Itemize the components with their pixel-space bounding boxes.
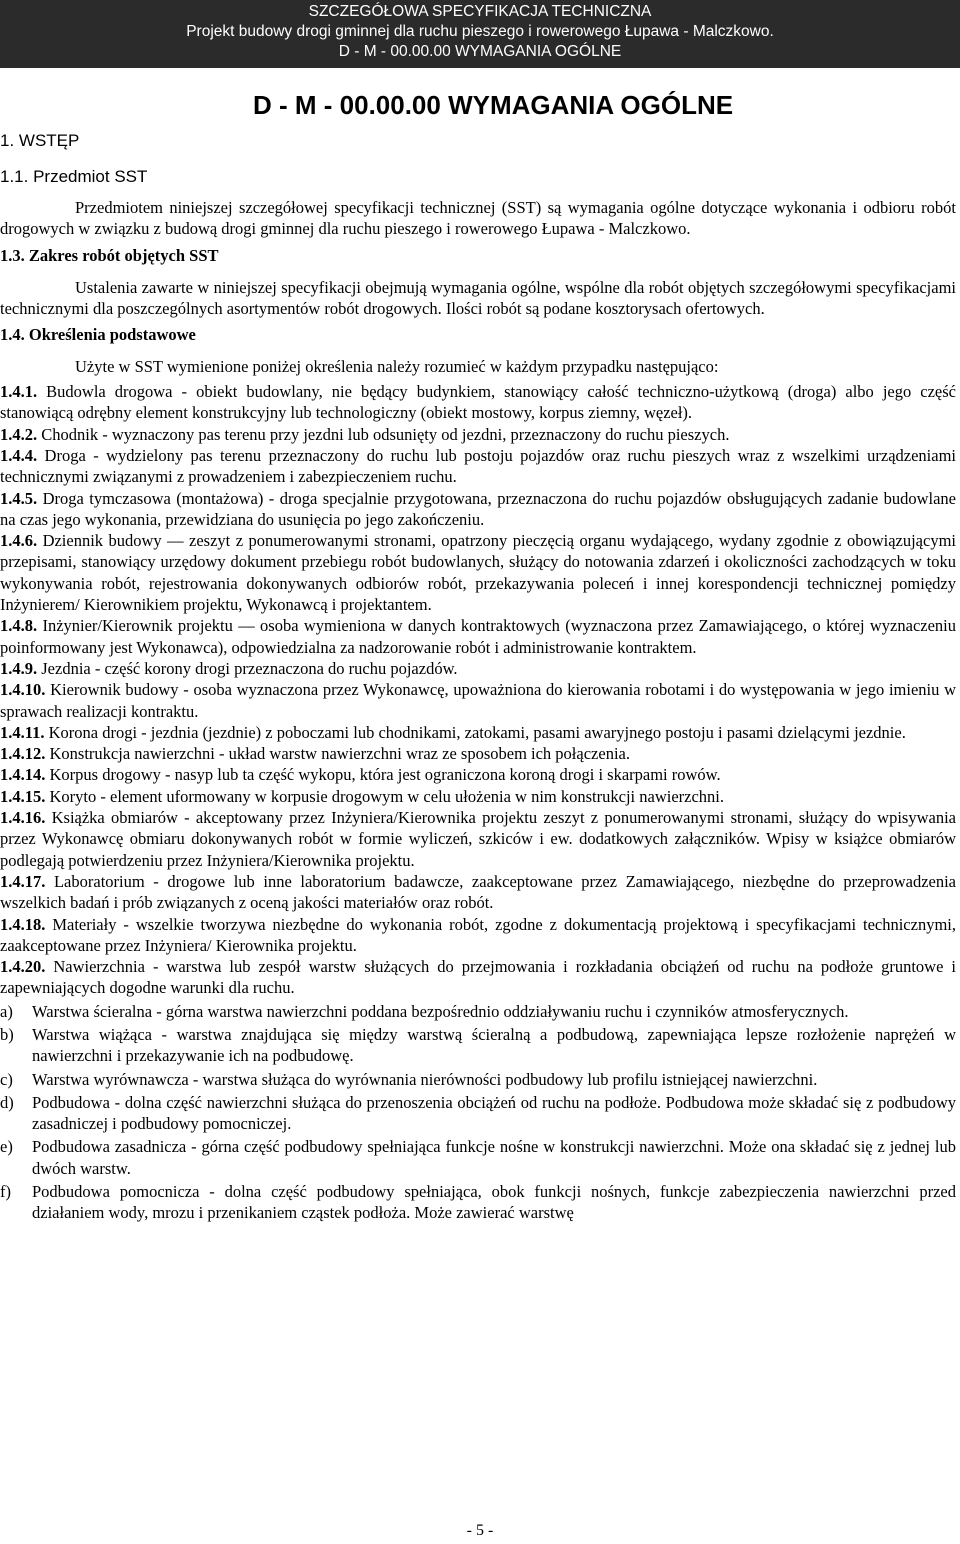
layers-list <box>0 1001 956 1224</box>
definition-item <box>0 956 956 999</box>
definition-text: Korona drogi - jezdnia (jezdnie) z poboczami lub chodnikami, zatokami, pasami awaryjnego postoju i pasami dzielącymi jezdnie. <box>44 722 906 742</box>
definition-text: Droga tymczasowa (montażowa) - droga specjalnie przygotowana, przeznaczona do ruchu pojazdów obsługujących zadanie budowlane na czas jego wykonania, przewidziana do usunięcia po jego zakończeniu. <box>0 488 956 529</box>
definition-item <box>0 871 956 914</box>
definition-number: 1.4.12. <box>0 744 46 764</box>
definition-text: Nawierzchnia - warstwa lub zespół warstw służących do przejmowania i rozkładania obciążeń od ruchu na podłoże gruntowe i zapewniających dogodne warunki dla ruchu. <box>0 957 956 998</box>
definition-text: Dziennik budowy — zeszyt z ponumerowanymi stronami, opatrzony pieczęcią organu wydającego, wydany zgodnie z obowiązującymi przepisami, stanowiący urzędowy dokument przebiegu robót budowlanych, służący do notowania zdarzeń i okoliczności zachodzących w toku wykonywania robót, rejestrowania dokonywanych odbiorów robót, przekazywania poleceń i innej korespondencji technicznej pomiędzy Inżynierem/ Kierownikiem projektu, Wykonawcą i projektantem. <box>0 531 956 615</box>
definition-number: 1.4.8. <box>0 616 38 636</box>
list-item-label: c) <box>0 1069 13 1089</box>
list-item-text: Podbudowa - dolna część nawierzchni służąca do przenoszenia obciążeń od ruchu na podłoże. Podbudowa może składać się z podbudowy zasadniczej i podbudowy pomocniczej. <box>32 1092 956 1134</box>
section-1-4-text: Użyte w SST wymienione poniżej określenia należy rozumieć w każdym przypadku następująco: <box>75 356 719 376</box>
definition-text: Droga - wydzielony pas terenu przeznaczony do ruchu lub postoju pojazdów oraz ruchu pieszych wraz z wszelkimi urządzeniami technicznymi związanymi z prowadzeniem i zabezpieczeniem ruchu. <box>0 445 956 487</box>
definition-item <box>0 914 956 957</box>
list-item <box>0 1001 956 1022</box>
list-item <box>0 1092 956 1135</box>
section-1-3-text: Ustalenia zawarte w niniejszej specyfikacji obejmują wymagania ogólne, wspólne dla robót objętych szczegółowymi specyfikacjami technicznymi dla poszczególnych asortymentów robót drogowych. Ilości robót są podane kosztorysach ofertowych. <box>0 277 956 319</box>
definition-item <box>0 786 956 807</box>
list-item-text: Podbudowa pomocnicza - dolna część podbudowy spełniająca, obok funkcji nośnych, funkcje zabezpieczenia nawierzchni przed działaniem wody, mrozu i przenikaniem cząstek podłoża. Może zawierać warstwę <box>32 1182 956 1223</box>
list-item-label: e) <box>0 1137 13 1157</box>
definition-item <box>0 807 956 871</box>
document-body <box>0 130 956 1224</box>
list-item-text: Warstwa wyrównawcza - warstwa służąca do wyrównania nierówności podbudowy lub profilu istniejącej nawierzchni. <box>32 1069 818 1089</box>
section-1-heading: 1. WSTĘP <box>0 131 80 150</box>
section-1-3-heading: 1.3. Zakres robót objętych SST <box>0 245 219 265</box>
page-header <box>0 0 960 68</box>
header-line-2: Projekt budowy drogi gminnej dla ruchu pieszego i rowerowego Łupawa - Malczkowo. <box>186 23 774 40</box>
definition-item <box>0 743 956 764</box>
list-item-label: f) <box>0 1182 11 1202</box>
definition-number: 1.4.9. <box>0 658 38 678</box>
definition-item <box>0 615 956 658</box>
definition-number: 1.4.20. <box>0 957 46 977</box>
definition-item <box>0 764 956 785</box>
definition-text: Materiały - wszelkie tworzywa niezbędne do wykonania robót, zgodne z dokumentacją projektową i specyfikacjami technicznymi, zaakceptowane przez Inżyniera/ Kierownika projektu. <box>0 914 956 955</box>
definition-text: Konstrukcja nawierzchni - układ warstw nawierzchni wraz ze sposobem ich połączenia. <box>45 744 630 764</box>
section-1-4-heading: 1.4. Określenia podstawowe <box>0 325 196 345</box>
definition-text: Jezdnia - część korony drogi przeznaczona do ruchu pojazdów. <box>37 658 458 678</box>
definition-text: Budowla drogowa - obiekt budowlany, nie będący budynkiem, stanowiący całość techniczno-użytkową (droga) albo jego część stanowiącą odrębny element konstrukcyjny lub technologiczny (obiekt mostowy, korpus ziemny, węzeł). <box>0 382 956 423</box>
definition-number: 1.4.5. <box>0 488 38 508</box>
list-item <box>0 1024 956 1067</box>
list-item-label: b) <box>0 1024 14 1044</box>
definitions-list <box>0 381 956 999</box>
list-item <box>0 1136 956 1179</box>
page-number: - 5 - <box>466 1522 494 1539</box>
definition-number: 1.4.16. <box>0 808 46 828</box>
header-line-3: D - M - 00.00.00 WYMAGANIA OGÓLNE <box>338 43 622 60</box>
list-item-text: Warstwa ścieralna - górna warstwa nawierzchni poddana bezpośrednio oddziaływaniu ruchu i czynników atmosferycznych. <box>32 1001 849 1021</box>
list-item-label: a) <box>0 1001 13 1021</box>
definition-item <box>0 445 956 488</box>
list-item-text: Podbudowa zasadnicza - górna część podbudowy spełniająca funkcje nośne w konstrukcji nawierzchni. Może ona składać się z jednej lub dwóch warstw. <box>32 1137 956 1178</box>
definition-item <box>0 424 956 445</box>
section-1-1-heading: 1.1. Przedmiot SST <box>0 167 148 186</box>
list-item <box>0 1181 956 1224</box>
definition-number: 1.4.14. <box>0 765 46 785</box>
list-item-label: d) <box>0 1092 14 1112</box>
definition-item <box>0 530 956 615</box>
definition-number: 1.4.2. <box>0 424 38 444</box>
definition-number: 1.4.4. <box>0 445 38 465</box>
definition-number: 1.4.10. <box>0 680 46 700</box>
definition-number: 1.4.6. <box>0 531 38 551</box>
definition-text: Korpus drogowy - nasyp lub ta część wykopu, która jest ograniczona koroną drogi i skarpami rowów. <box>45 765 721 785</box>
definition-number: 1.4.17. <box>0 871 46 891</box>
list-item-text: Warstwa wiążąca - warstwa znajdująca się między warstwą ścieralną a podbudową, zapewniająca lepsze rozłożenie naprężeń w nawierzchni i przekazywanie ich na podbudowę. <box>32 1024 956 1066</box>
definition-item <box>0 381 956 424</box>
definition-number: 1.4.18. <box>0 914 46 934</box>
list-item <box>0 1069 956 1090</box>
definition-number: 1.4.1. <box>0 382 38 402</box>
definition-text: Inżynier/Kierownik projektu — osoba wymieniona w danych kontraktowych (wyznaczona przez Zamawiającego, o której wyznaczeniu poinformowany jest Wykonawca), odpowiedzialna za nadzorowanie robót i administrowanie kontraktem. <box>0 616 956 657</box>
definition-item <box>0 658 956 679</box>
document-title: D - M - 00.00.00 WYMAGANIA OGÓLNE <box>253 90 734 120</box>
definition-item <box>0 679 956 722</box>
definition-text: Kierownik budowy - osoba wyznaczona przez Wykonawcę, upoważniona do kierowania robotami i do występowania w jego imieniu w sprawach realizacji kontraktu. <box>0 680 956 721</box>
definition-number: 1.4.15. <box>0 786 46 806</box>
definition-item <box>0 722 956 743</box>
definition-text: Chodnik - wyznaczony pas terenu przy jezdni lub odsunięty od jezdni, przeznaczony do ruchu pieszych. <box>37 424 730 444</box>
definition-number: 1.4.11. <box>0 722 45 742</box>
definition-item <box>0 488 956 531</box>
definition-text: Laboratorium - drogowe lub inne laboratorium badawcze, zaakceptowane przez Zamawiającego, niezbędne do przeprowadzenia wszelkich badań i prób związanych z oceną jakości materiałów oraz robót. <box>0 871 956 913</box>
definition-text: Książka obmiarów - akceptowany przez Inżyniera/Kierownika projektu zeszyt z ponumerowanymi stronami, służący do wpisywania przez Wykonawcę obmiaru dokonywanych robót w formie wyliczeń, szkiców i ew. dodatkowych załączników. Wpisy w książce obmiarów podlegają potwierdzeniu przez Inżyniera/Kierownika projektu. <box>0 808 956 870</box>
definition-text: Koryto - element uformowany w korpusie drogowym w celu ułożenia w nim konstrukcji nawierzchni. <box>45 786 724 806</box>
header-line-1: SZCZEGÓŁOWA SPECYFIKACJA TECHNICZNA <box>308 3 652 20</box>
section-1-1-text: Przedmiotem niniejszej szczegółowej specyfikacji technicznej (SST) są wymagania ogólne dotyczące wykonania i odbioru robót drogowych w związku z budową drogi gminnej dla ruchu pieszego i rowerowego Łupawa - Malczkowo. <box>0 198 956 239</box>
